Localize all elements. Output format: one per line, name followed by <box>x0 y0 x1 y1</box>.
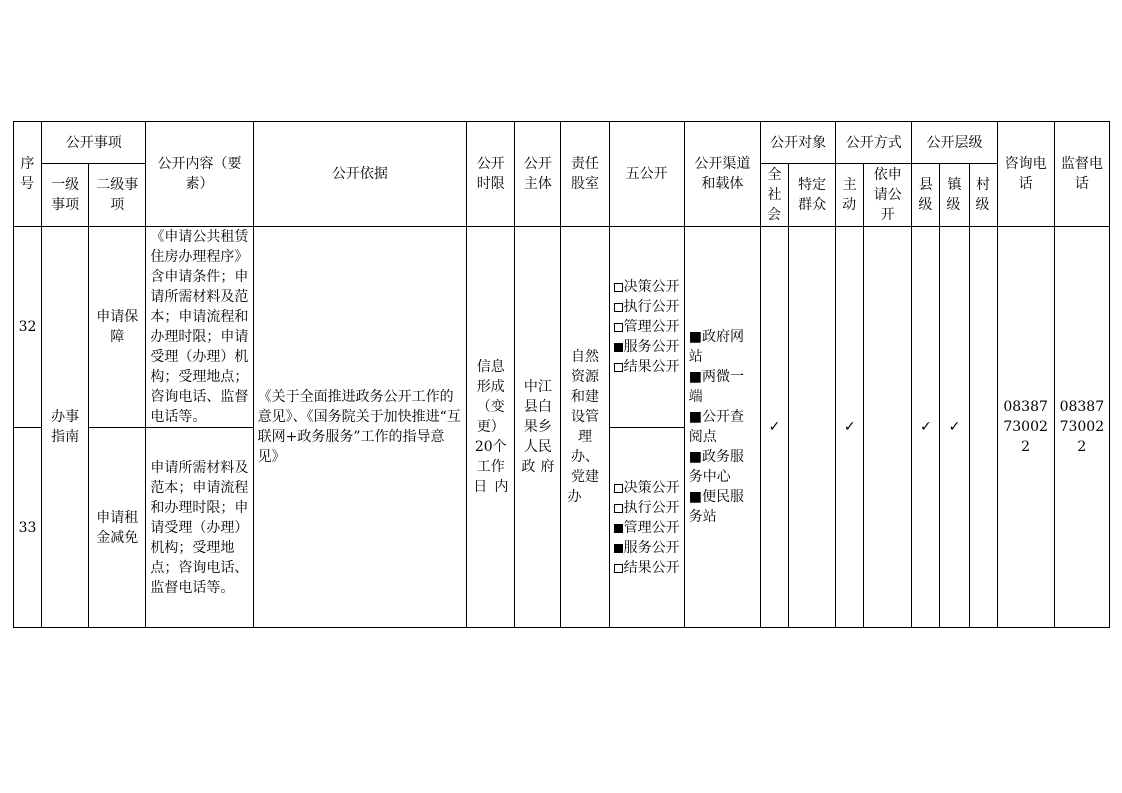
channel-item: ■两微一端 <box>688 369 745 405</box>
header-target: 公开对象 <box>760 122 835 164</box>
cell-method-apply <box>864 227 912 628</box>
five-item: 决策公开 <box>614 277 680 297</box>
shared-subject: 中江县白果乡人民政府 <box>515 227 561 628</box>
shared-channels <box>684 227 760 628</box>
header-items: 公开事项 <box>42 122 146 164</box>
five-item: 管理公开 <box>614 518 680 538</box>
header-consult: 咨询电话 <box>997 122 1054 227</box>
header-office: 责任股室 <box>561 122 609 227</box>
checkbox-icon <box>614 504 623 513</box>
row-seq: 33 <box>14 428 42 628</box>
check-county: ✓ <box>912 227 940 628</box>
five-item: 执行公开 <box>614 498 680 518</box>
row-content: 申请所需材料及范本；申请流程和办理时限；申请受理（办理）机构；受理地点；咨询电话、监督电话等。 <box>146 428 253 628</box>
header-method-apply: 依申请公开 <box>864 164 912 227</box>
row-level2: 申请保障 <box>89 227 146 428</box>
five-item: 管理公开 <box>614 317 680 337</box>
five-item: 执行公开 <box>614 297 680 317</box>
checkbox-icon <box>614 303 623 312</box>
row-content: 《申请公共租赁住房办理程序》含申请条件；申请所需材料及范本；申请流程和办理时限；申请受理（办理）机构；受理地点；咨询电话、监督电话等。 <box>146 227 253 428</box>
five-item: 服务公开 <box>614 538 680 558</box>
header-supervise: 监督电话 <box>1054 122 1109 227</box>
header-basis: 公开依据 <box>253 122 467 227</box>
consult-phone: 08387730022 <box>997 227 1054 628</box>
checkbox-icon <box>614 363 623 372</box>
check-method-active: ✓ <box>836 227 864 628</box>
row-five-list <box>609 428 684 628</box>
header-level2: 二级事项 <box>89 164 146 227</box>
checkbox-icon <box>614 484 623 493</box>
disclosure-table <box>13 121 1110 628</box>
header-five: 五公开 <box>609 122 684 227</box>
row-five-list <box>609 227 684 428</box>
header-level: 公开层级 <box>912 122 997 164</box>
check-target-all: ✓ <box>760 227 788 628</box>
five-item: 决策公开 <box>614 478 680 498</box>
channel-item: ■便民服务站 <box>688 489 745 525</box>
row-seq: 32 <box>14 227 42 428</box>
row-level2: 申请租金减免 <box>89 428 146 628</box>
header-seq: 序号 <box>14 122 42 227</box>
header-town: 镇级 <box>940 164 969 227</box>
cell-village <box>969 227 997 628</box>
header-target-group: 特定群众 <box>789 164 836 227</box>
shared-basis: 《关于全面推进政务公开工作的意见》、《国务院关于加快推进“互联网+政务服务”工作的指导意见》 <box>253 227 467 628</box>
header-method-active: 主动 <box>836 164 864 227</box>
header-subject: 公开主体 <box>515 122 561 227</box>
channel-item: ■政务服务中心 <box>688 449 745 485</box>
check-town: ✓ <box>940 227 969 628</box>
channel-item: ■公开查阅点 <box>688 409 745 445</box>
supervise-phone: 08387730022 <box>1054 227 1109 628</box>
five-item: 结果公开 <box>614 357 680 377</box>
checkbox-icon <box>614 283 623 292</box>
header-content: 公开内容（要素） <box>146 122 253 227</box>
header-village: 村级 <box>969 164 997 227</box>
checkbox-icon <box>614 323 623 332</box>
header-county: 县级 <box>912 164 940 227</box>
five-item: 结果公开 <box>614 558 680 578</box>
header-target-all: 全社会 <box>760 164 788 227</box>
header-level1: 一级事项 <box>42 164 89 227</box>
checkbox-checked-icon <box>614 544 623 553</box>
channel-item: ■政府网站 <box>688 329 745 365</box>
checkbox-checked-icon <box>614 343 623 352</box>
shared-level1: 办事指南 <box>42 227 89 628</box>
cell-target-group <box>789 227 836 628</box>
header-method: 公开方式 <box>836 122 912 164</box>
shared-time: 信息形成（变更）20个工作日内 <box>467 227 515 628</box>
five-item: 服务公开 <box>614 337 680 357</box>
checkbox-icon <box>614 564 623 573</box>
header-channel: 公开渠道和载体 <box>684 122 760 227</box>
table-row <box>14 227 1110 428</box>
header-time: 公开时限 <box>467 122 515 227</box>
checkbox-checked-icon <box>614 524 623 533</box>
shared-office: 自然资源和建设管理办、党建办 <box>561 227 609 628</box>
